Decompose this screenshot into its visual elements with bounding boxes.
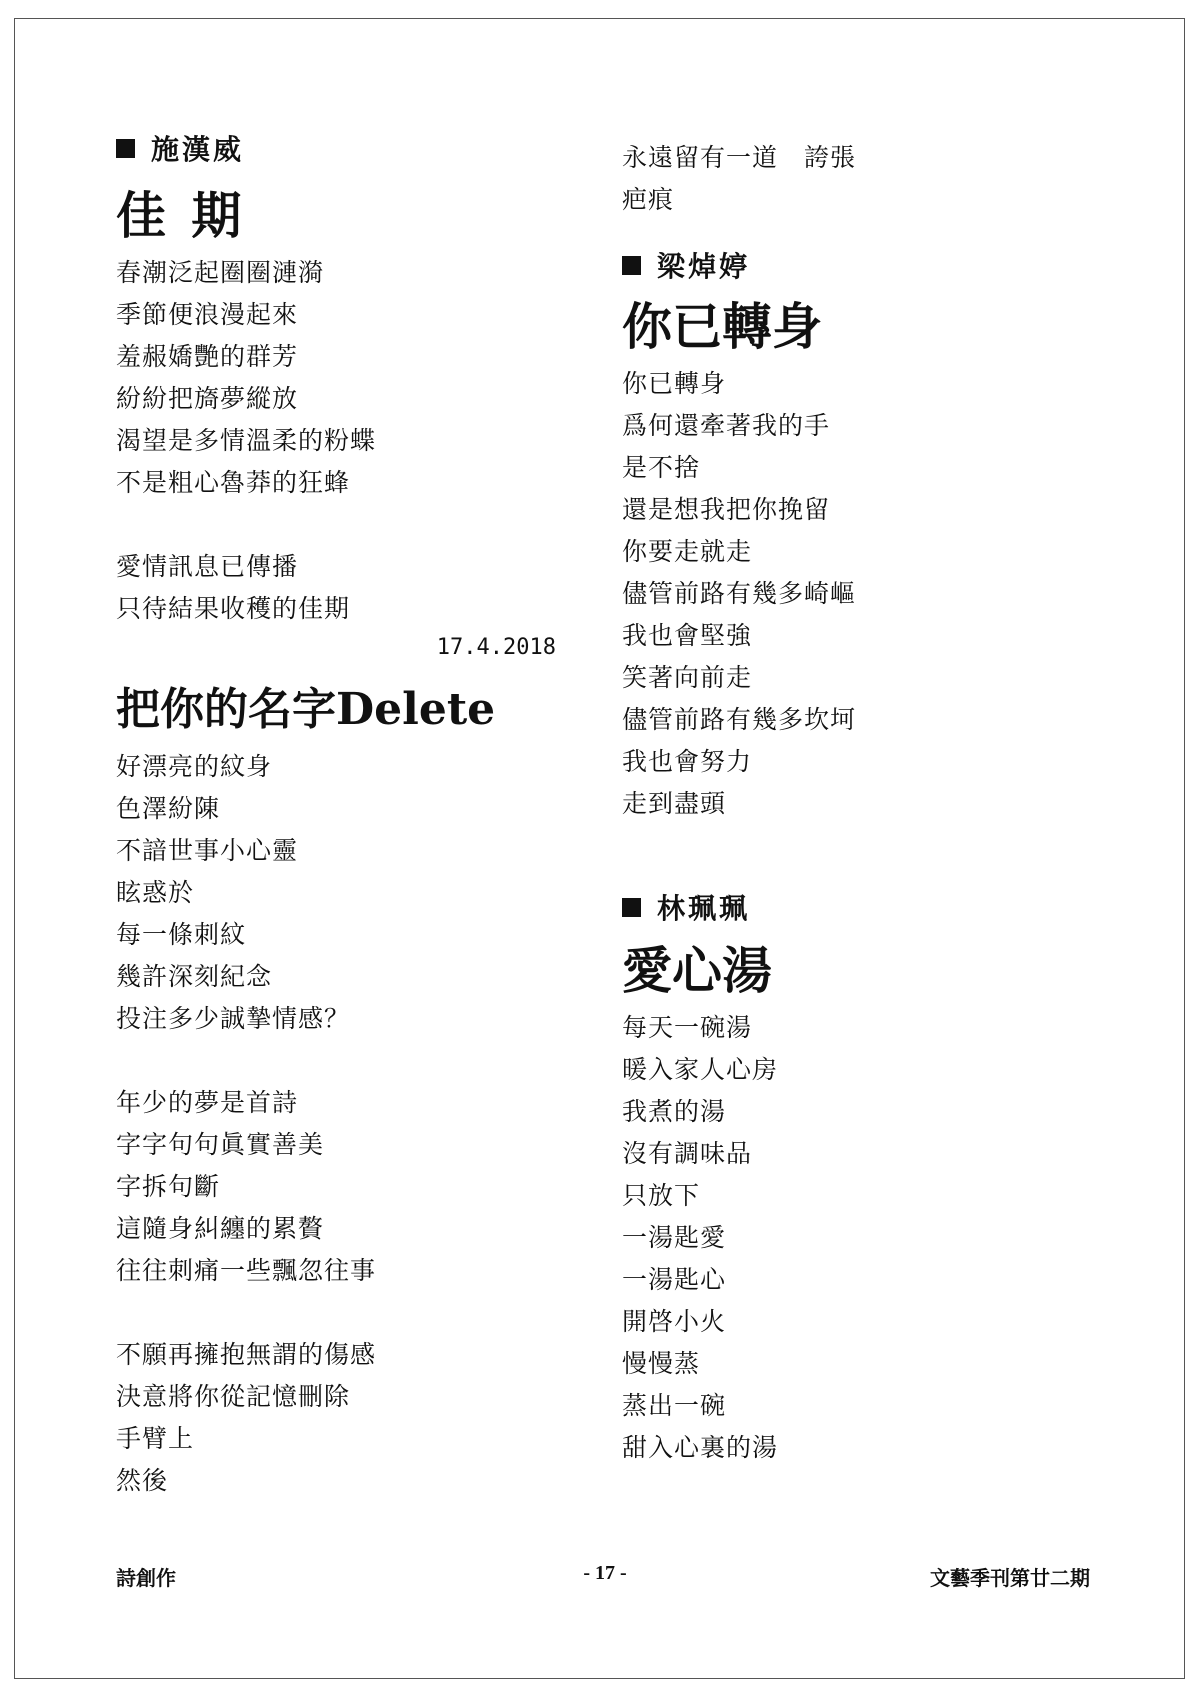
poem-line: 決意將你從記憶刪除 [116, 1382, 351, 1411]
square-bullet-icon [116, 139, 135, 158]
poem-line: 紛紛把旖夢縱放 [116, 384, 299, 413]
author-name: 梁焯婷 [657, 250, 751, 283]
square-bullet-icon [622, 256, 641, 275]
poem-line: 暖入家人心房 [622, 1055, 779, 1084]
square-bullet-icon [622, 898, 641, 917]
poem-line: 我也會堅強 [622, 621, 753, 650]
poem-line: 手臂上 [116, 1424, 195, 1453]
page-number: - 17 - [583, 1562, 627, 1584]
poem-line: 開啓小火 [622, 1307, 727, 1336]
poem-line: 我煮的湯 [622, 1097, 727, 1126]
poem-stanza [116, 252, 586, 504]
poem-title: 佳 期 [116, 186, 246, 245]
poem-title: 把你的名字Delete [116, 684, 496, 735]
poem-line: 走到盡頭 [622, 789, 727, 818]
poem-line: 季節便浪漫起來 [116, 300, 299, 329]
poem-line: 永遠留有一道 誇張 [622, 143, 857, 172]
right-column [622, 137, 1092, 1469]
poem-line: 每一條刺紋 [116, 920, 247, 949]
poem-line: 羞赧嬌艷的群芳 [116, 342, 299, 371]
poem-line: 蒸出一碗 [622, 1391, 727, 1420]
poem-line: 眩惑於 [116, 878, 195, 907]
author-heading [116, 128, 586, 168]
poem-line: 這隨身糾纏的累贅 [116, 1214, 325, 1243]
poem-line: 色澤紛陳 [116, 794, 221, 823]
poem-stanza [622, 363, 1092, 825]
poem-stanza [116, 546, 586, 630]
poem-line: 往往刺痛一些飄忽往事 [116, 1256, 377, 1285]
poem-line: 慢慢蒸 [622, 1349, 701, 1378]
poem-line: 你已轉身 [622, 369, 727, 398]
poem-line: 一湯匙愛 [622, 1223, 727, 1252]
poem-line: 投注多少誠摯情感？ [116, 1004, 351, 1033]
poem-line: 不諳世事小心靈 [116, 836, 299, 865]
poem-line: 每天一碗湯 [622, 1013, 753, 1042]
poem-title: 你已轉身 [622, 297, 822, 356]
poem-line: 字拆句斷 [116, 1172, 221, 1201]
poem-line: 甜入心裏的湯 [622, 1433, 779, 1462]
left-column [116, 128, 586, 1502]
footer-journal-title: 文藝季刊第廿二期 [930, 1566, 1090, 1590]
poem-line: 不願再擁抱無謂的傷感 [116, 1340, 377, 1369]
poem-line: 還是想我把你挽留 [622, 495, 831, 524]
poem-line: 年少的夢是首詩 [116, 1088, 299, 1117]
poem-line: 字字句句眞實善美 [116, 1130, 325, 1159]
poem-line: 只放下 [622, 1181, 701, 1210]
poem-line: 幾許深刻紀念 [116, 962, 273, 991]
poem-line: 只待結果收穫的佳期 [116, 594, 351, 623]
poem-line: 是不捨 [622, 453, 701, 482]
poem-line: 儘管前路有幾多崎嶇 [622, 579, 857, 608]
poem-line: 春潮泛起圈圈漣漪 [116, 258, 325, 287]
poem-stanza [116, 1082, 586, 1292]
poem-stanza [116, 1334, 586, 1502]
poem-line: 一湯匙心 [622, 1265, 727, 1294]
poem-line: 儘管前路有幾多坎坷 [622, 705, 857, 734]
author-heading [622, 245, 1092, 285]
poem-stanza [622, 1007, 1092, 1469]
poem-line: 笑著向前走 [622, 663, 753, 692]
footer-section-label: 詩創作 [116, 1566, 176, 1590]
poem-stanza [116, 746, 586, 1040]
author-heading [622, 887, 1092, 927]
poem-line: 沒有調味品 [622, 1139, 753, 1168]
poem-continuation [622, 137, 1092, 221]
poem-line: 爲何還牽著我的手 [622, 411, 831, 440]
poem-line: 不是粗心魯莽的狂蜂 [116, 468, 351, 497]
poem-line: 愛情訊息已傳播 [116, 552, 299, 581]
author-name: 林珮珮 [657, 892, 751, 925]
poem-line: 你要走就走 [622, 537, 753, 566]
poem-line: 渴望是多情溫柔的粉蝶 [116, 426, 377, 455]
poem-line: 然後 [116, 1466, 169, 1495]
author-name: 施漢威 [151, 133, 245, 166]
poem-line: 疤痕 [622, 185, 675, 214]
poem-line: 我也會努力 [622, 747, 753, 776]
poem-title: 愛心湯 [622, 941, 772, 1000]
poem-date: 17.4.2018 [436, 635, 556, 660]
poem-line: 好漂亮的紋身 [116, 752, 273, 781]
